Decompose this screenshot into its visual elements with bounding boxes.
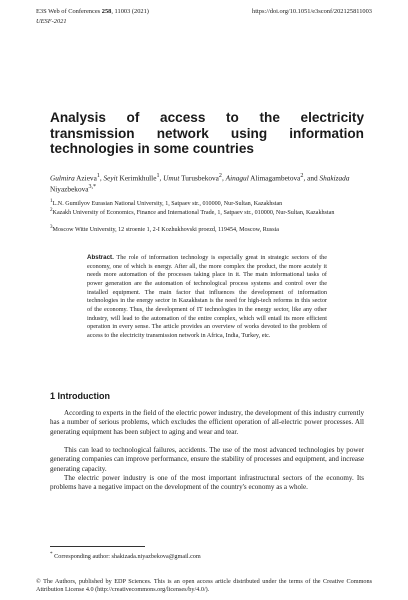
body-paragraph	[50, 409, 364, 437]
paragraph-text: This can lead to technological failures, accidents. The use of the most advanced technologies by power generating companies can improve performance, ensure the stability of processes and equipment, and increase generating capacity.	[50, 446, 364, 473]
affiliation-text: Kazakh University of Economics, Finance and International Trade, 1, Satpaev str., 010000, Nur-Sultan, Kazakhstan	[52, 210, 335, 217]
author-last-name: Kerimkhulle	[119, 173, 157, 183]
affiliation-mark: 1	[50, 198, 53, 204]
author-first-name: Shakizada	[319, 173, 350, 183]
author-last-name: Niyazbekova	[50, 184, 89, 194]
corresponding-author-footnote	[50, 551, 201, 560]
body-paragraph	[50, 446, 364, 474]
section-heading	[50, 391, 110, 401]
author-first-name: Gulmira	[50, 173, 75, 183]
author-last-name: Alimagambetova	[250, 173, 301, 183]
affiliation	[50, 206, 364, 217]
affiliation-text: L.N. Gumilyov Eurasian National University, 1, Satpaev str., 010000, Nur-Sultan, Kazakhstan	[52, 201, 283, 208]
footnote-text: Corresponding author: shakizada.niyazbekova@gmail.com	[52, 553, 201, 561]
affiliation	[50, 223, 364, 234]
author-last-name: Azieva	[76, 173, 97, 183]
section-number: 1	[50, 391, 56, 401]
author-first-name: Seyit	[103, 173, 118, 183]
paragraph-text: According to experts in the field of the electric power industry, the development of this industry currently has a number of serious problems, which excludes the efficient operation of all-electric power processes. All generating equipment has been subject to aging and wear and tear.	[50, 409, 364, 436]
author-affiliation-mark: 2	[300, 173, 304, 179]
author-last-name: Turusbekova	[181, 173, 219, 183]
author-list: Gulmira Azieva$^1$, Seyit Kerimkhulle$^1$, Umut Turusbekova$^2$, Ainagul Alimagambetova$^2$, and Shakizada Niyazbekova$^{3,*}$	[50, 173, 350, 194]
affiliation-text: Moscow Witte University, 12 stroenie 1, 2-I Kozhukhovski proezd, 119454, Moscow, Russia	[52, 227, 279, 234]
footnote-mark: *	[50, 551, 53, 557]
journal-volume: 258	[101, 8, 112, 15]
author-affiliation-mark: 2	[218, 173, 222, 179]
author-affiliation-mark: 1	[156, 173, 160, 179]
author-affiliation-mark: 3,*	[88, 184, 97, 191]
conference-name: UESF-2021	[36, 18, 67, 25]
journal-citation	[36, 8, 149, 16]
footnote-divider	[50, 546, 145, 547]
journal-name: E3S Web of Conferences	[36, 8, 102, 15]
paper-title: Analysis of access to the electricity transmission network using information technologies in some countries	[50, 110, 364, 157]
body-paragraph	[50, 474, 364, 493]
affiliation-mark: 3	[50, 224, 53, 230]
author-first-name: Ainagul	[225, 173, 249, 183]
license-notice: © The Authors, published by EDP Sciences. This is an open access article distributed under the terms of the Creative Commons Attribution License 4.0 (http://creativecommons.org/licenses/by/4.0/).	[36, 578, 372, 593]
author-first-name: Umut	[163, 173, 180, 183]
abstract	[87, 254, 327, 341]
paragraph-text: The electric power industry is one of the most important infrastructural sectors of the economy. Its problems have a negative impact on the development of the country's economy as a whole.	[50, 474, 364, 492]
section-title: Introduction	[57, 391, 111, 401]
journal-issue: , 11003 (2021)	[111, 8, 149, 15]
abstract-text: The role of information technology is especially great in strategic sectors of the economy, one of which is energy. After all, the more complex the product, the more acutely it needs more automation of the processes taking place in it. The main informational tasks of power generation are the automation of technological process systems and control over the installed equipment. The main factor that influences the development of information technologies in the energy sector in Kazakhstan is the need for high-tech reforms in this sector of the economy. Thus, the development of IT technologies in the energy sector, like any other industry, will lead to the automation of the entire complex, which will entail its more efficient operation in every sense. The article provides an overview of works devoted to the problem of access to the electricity transmission network in Africa, India, Turkey, etc.	[87, 254, 327, 339]
author-affiliation-mark: 1	[96, 173, 100, 179]
abstract-label: Abstract.	[87, 254, 114, 261]
affiliation-mark: 2	[50, 207, 53, 213]
doi-link[interactable]: https://doi.org/10.1051/e3sconf/202125811003	[252, 8, 372, 15]
